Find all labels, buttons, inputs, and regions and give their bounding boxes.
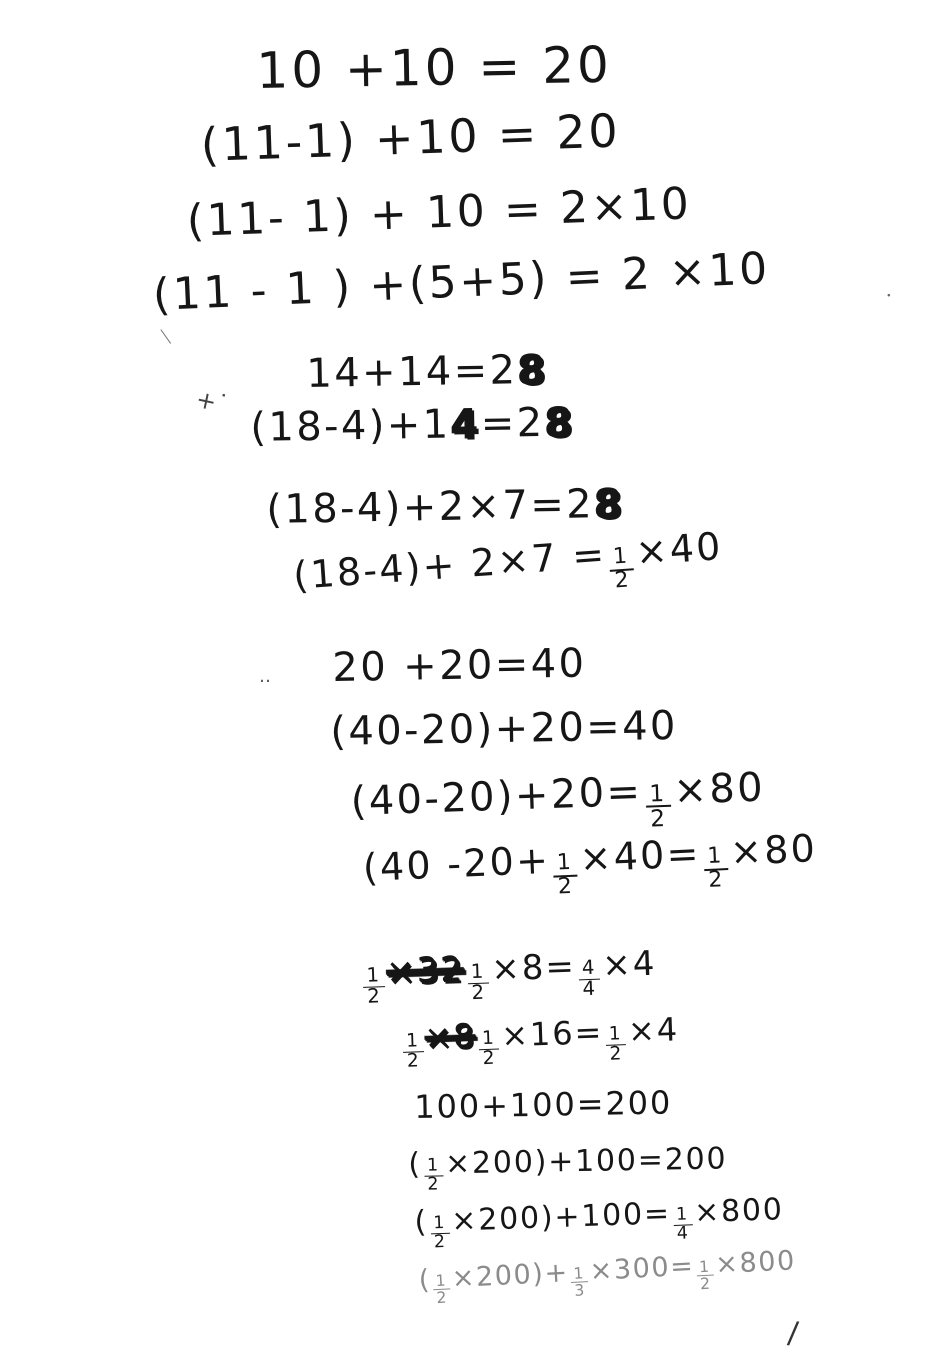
fraction <box>363 963 386 1009</box>
fraction <box>570 1262 589 1300</box>
double-dot-mark: ‥ <box>259 666 272 687</box>
fraction-denominator: 4 <box>582 977 598 1001</box>
equation-line-1: 10 +10 = 20 <box>255 35 613 100</box>
fraction-numerator: 1 <box>424 1158 443 1177</box>
fraction-denominator: 2 <box>433 1232 448 1253</box>
fraction-denominator: 2 <box>471 980 487 1005</box>
fraction-numerator: 1 <box>570 1266 588 1283</box>
fraction <box>578 955 601 1001</box>
fraction-numerator: 4 <box>578 959 600 980</box>
fraction-numerator: 1 <box>645 782 671 808</box>
fraction-numerator: 1 <box>363 966 385 987</box>
fraction-numerator: 1 <box>478 1030 499 1050</box>
equation-line-16: ( $\frac{1}{2}$ ×200)+100=200 <box>407 1141 728 1195</box>
fraction-numerator: 1 <box>703 846 728 871</box>
fraction <box>552 849 578 900</box>
crossed-out-text: ×32 <box>386 950 466 994</box>
fraction-denominator: 4 <box>676 1223 690 1245</box>
fraction-denominator: 2 <box>557 874 575 900</box>
fraction-denominator: 2 <box>649 805 668 833</box>
fraction-numerator: 1 <box>430 1215 450 1234</box>
equation-line-7: (18-4)+2×7=28 <box>265 480 625 533</box>
equation-line-8: (18-4)+ 2×7 = $\frac{1}{2}$ ×40 <box>291 524 725 598</box>
equation-line-5: 14+14=28 <box>305 346 549 397</box>
fraction-denominator: 2 <box>427 1174 441 1195</box>
equation-line-3: (11- 1) + 10 = 2×10 <box>185 178 693 247</box>
equation-line-14: $\frac{1}{2}$ ×8 $\frac{1}{2}$ ×16= $\frac{1}{2}$ ×4 <box>400 1012 680 1071</box>
fraction-numerator: 1 <box>696 1259 714 1276</box>
fraction-numerator: 1 <box>605 1025 626 1045</box>
fraction-denominator: 2 <box>482 1047 497 1070</box>
ink-speck: ∙ <box>886 291 892 301</box>
fraction-denominator: 2 <box>699 1273 713 1294</box>
equation-line-17: ( $\frac{1}{2}$ ×200)+100= $\frac{1}{4}$ ×800 <box>413 1192 785 1253</box>
fraction <box>673 1204 693 1245</box>
fraction <box>430 1215 450 1251</box>
fraction-denominator: 2 <box>707 867 726 894</box>
fraction-numerator: 1 <box>467 963 489 984</box>
fraction-denominator: 2 <box>436 1287 449 1307</box>
plus-tick-mark: +˙ <box>193 384 231 420</box>
equation-line-10: (40-20)+20=40 <box>329 702 679 755</box>
equation-line-18: ( $\frac{1}{2}$ ×200)+ $\frac{1}{3}$ ×300= $\frac{1}{2}$ ×800 <box>417 1245 797 1307</box>
fraction <box>605 1023 627 1066</box>
overwritten-digit: 8 <box>517 346 549 394</box>
equation-line-13: $\frac{1}{2}$ ×32 $\frac{1}{2}$ ×8= $\frac{4}{4}$ ×4 <box>360 946 658 1007</box>
equation-line-12: (40 -20+ $\frac{1}{2}$ ×40= $\frac{1}{2}$ ×80 <box>361 826 819 900</box>
fraction <box>608 543 635 594</box>
fraction-numerator: 1 <box>552 852 577 877</box>
fraction <box>424 1155 444 1195</box>
fraction <box>478 1027 500 1070</box>
fraction <box>696 1256 715 1294</box>
fraction-numerator: 1 <box>403 1032 424 1052</box>
fraction-denominator: 2 <box>366 984 383 1009</box>
small-dash-mark: ╲ <box>160 329 171 346</box>
equation-line-15: 100+100=200 <box>413 1083 673 1126</box>
equation-line-11: (40-20)+20= $\frac{1}{2}$ ×80 <box>349 764 766 833</box>
fraction-denominator: 2 <box>613 567 632 594</box>
equation-line-6: (18-4)+14=28 <box>249 399 576 451</box>
slash-mark: / <box>786 1315 800 1352</box>
fraction-denominator: 2 <box>609 1043 624 1066</box>
fraction-numerator: 1 <box>673 1207 693 1226</box>
fraction-denominator: 2 <box>406 1050 422 1073</box>
fraction <box>403 1030 425 1073</box>
crossed-out-text: ×8 <box>424 1017 478 1058</box>
fraction <box>645 779 672 833</box>
fraction <box>432 1270 451 1307</box>
equation-line-2: (11-1) +10 = 20 <box>199 103 622 172</box>
equation-line-9: 20 +20=40 <box>331 640 587 691</box>
equation-line-4: (11 - 1 ) +(5+5) = 2 ×10 <box>151 243 771 321</box>
fraction <box>467 959 490 1005</box>
fraction-numerator: 1 <box>432 1273 450 1290</box>
overwritten-digit: 4 <box>450 400 482 448</box>
fraction-numerator: 1 <box>608 546 634 571</box>
overwritten-digit: 8 <box>593 480 625 528</box>
fraction-denominator: 3 <box>573 1280 587 1300</box>
fraction <box>703 842 729 894</box>
overwritten-digit: 8 <box>544 399 576 446</box>
